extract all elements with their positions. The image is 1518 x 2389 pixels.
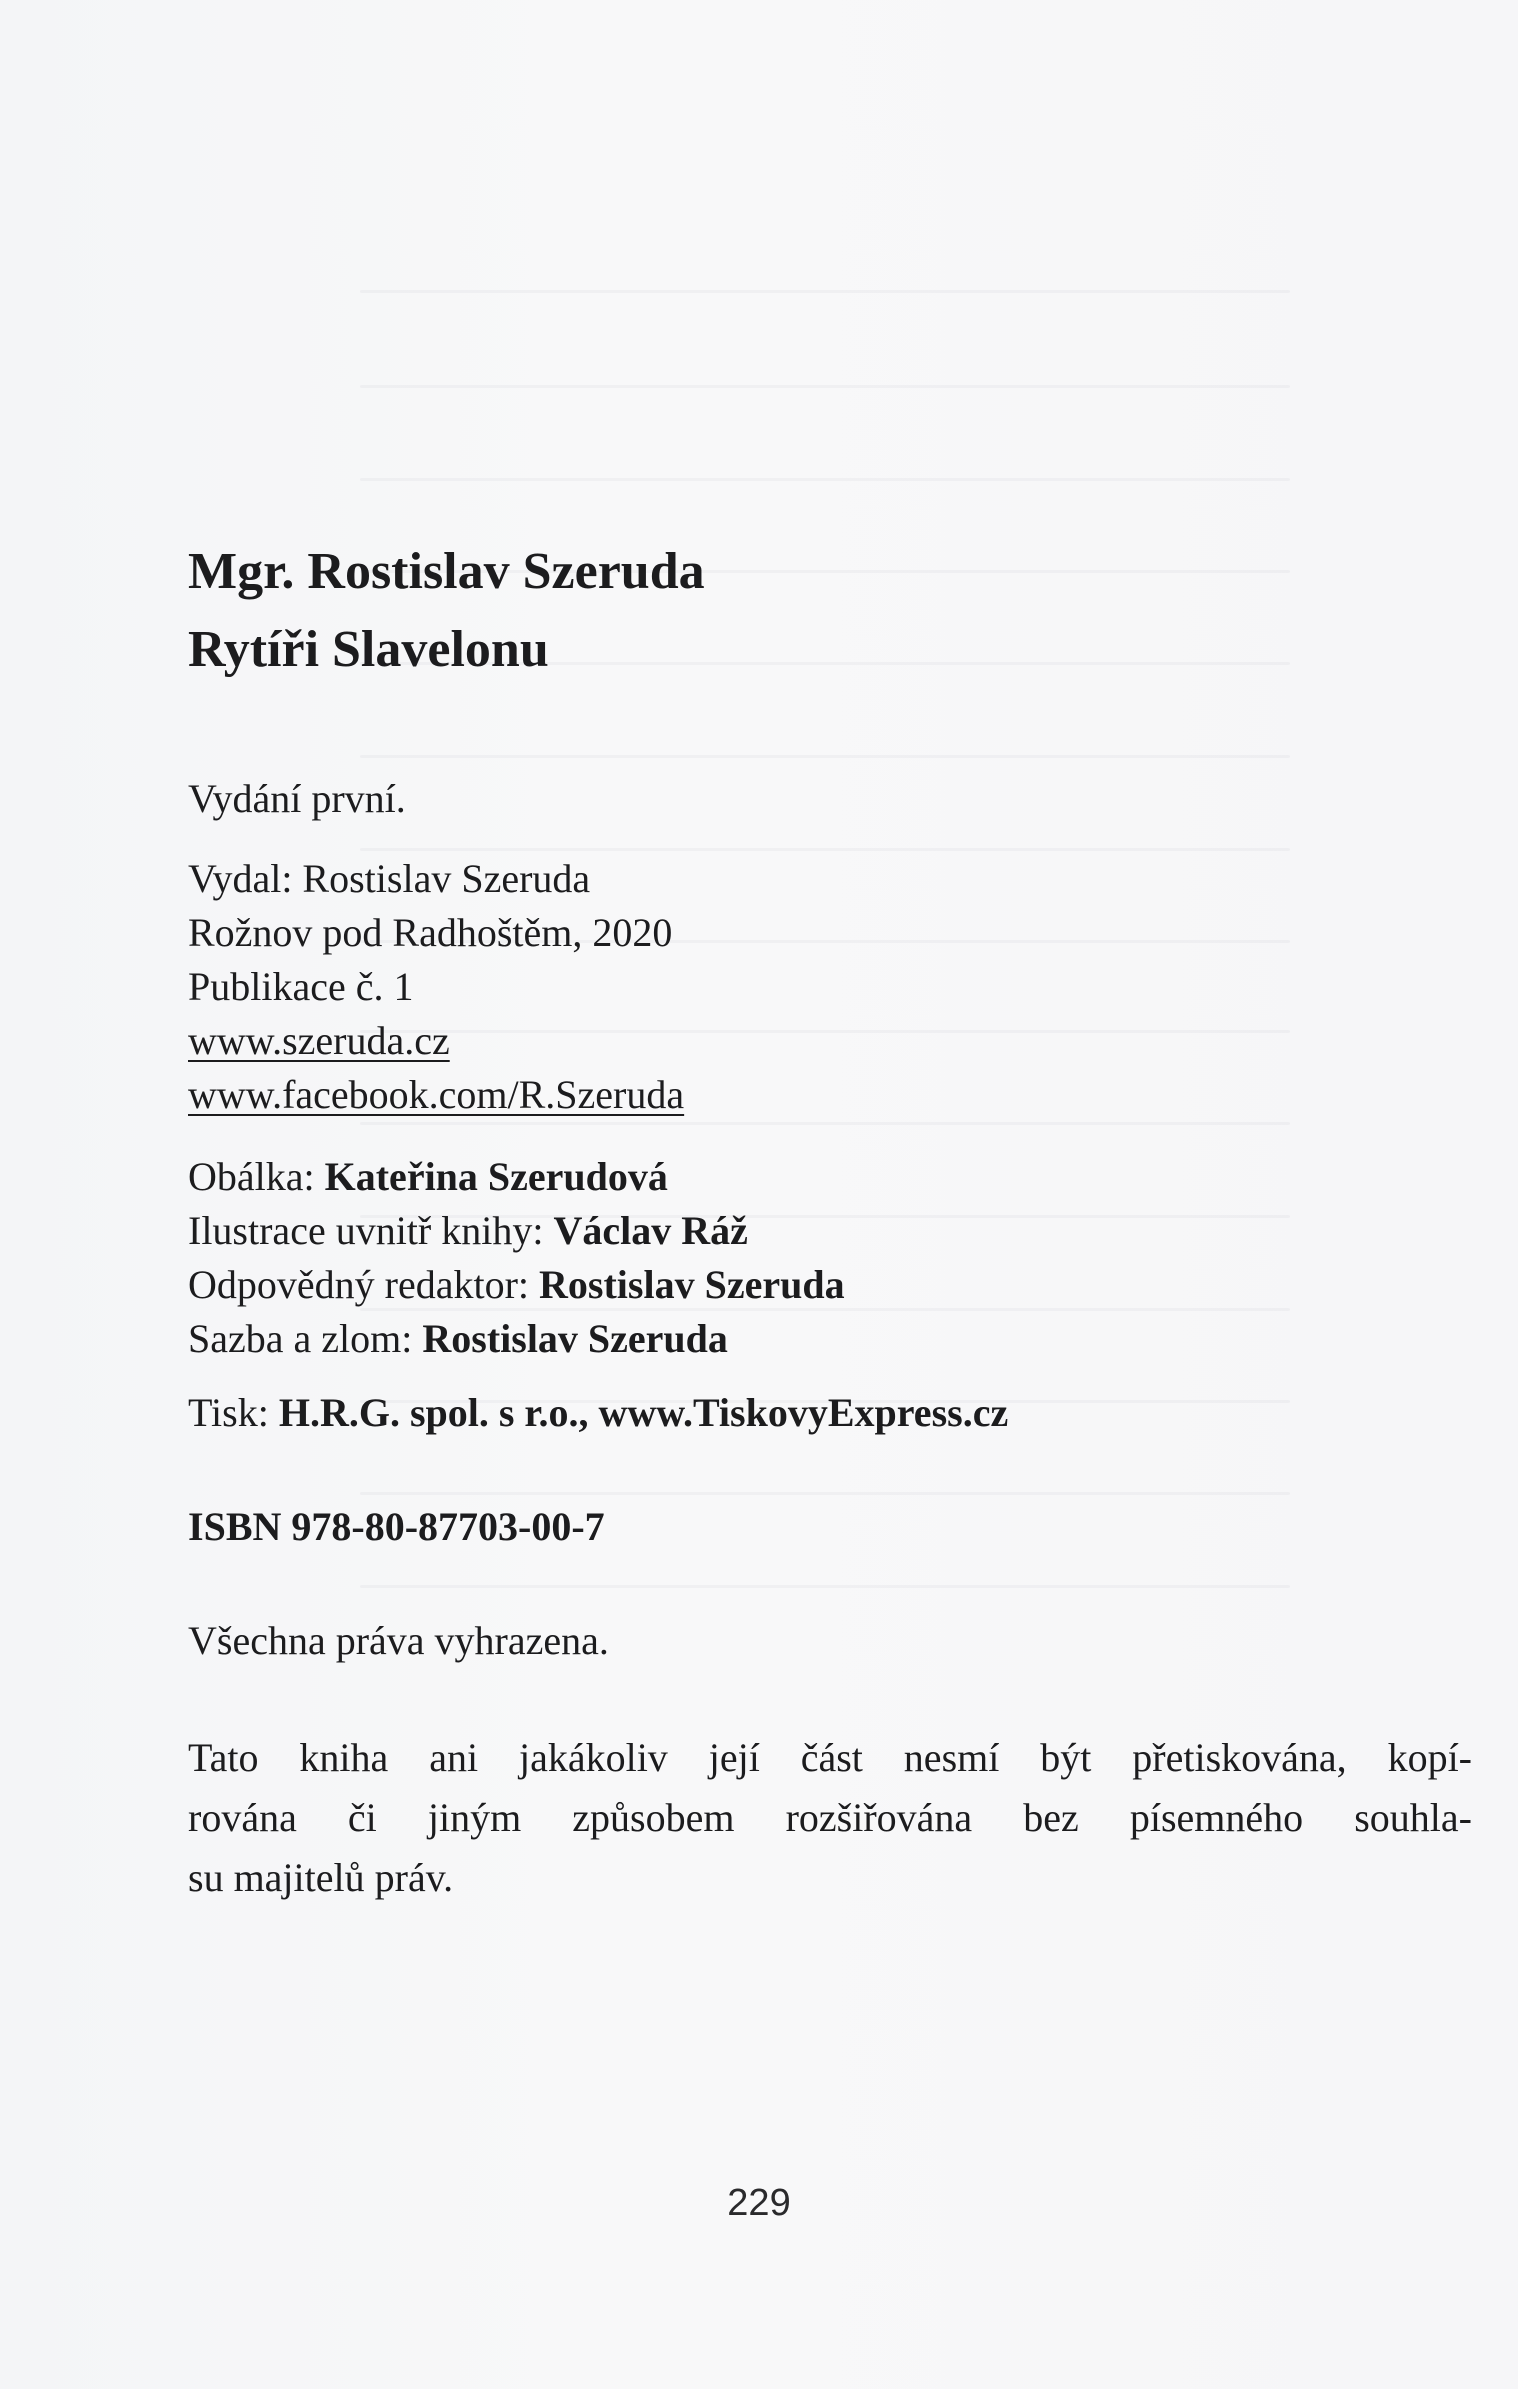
facebook-link: www.facebook.com/R.Szeruda bbox=[188, 1072, 685, 1117]
credit-editor bbox=[188, 1258, 1488, 1312]
book-title: Rytíři Slavelonu bbox=[188, 621, 549, 678]
place-year: Rožnov pod Radhoštěm, 2020 bbox=[188, 910, 673, 955]
rights-reserved: Všechna práva vyhrazena. bbox=[188, 1618, 609, 1663]
credit-value: Rostislav Szeruda bbox=[422, 1316, 728, 1361]
copyright-line: rována či jiným způsobem rozšiřována bez písemného souhla- bbox=[188, 1795, 1472, 1840]
credit-label: Tisk: bbox=[188, 1390, 279, 1435]
credit-value: H.R.G. spol. s r.o., www.TiskovyExpress.cz bbox=[278, 1390, 1009, 1435]
isbn: ISBN 978-80-87703-00-7 bbox=[188, 1504, 605, 1549]
copyright-line: Tato kniha ani jakákoliv její část nesmí být přetiskována, kopí- bbox=[188, 1735, 1472, 1780]
credit-value: Kateřina Szerudová bbox=[324, 1154, 668, 1199]
credit-label: Odpovědný redaktor: bbox=[188, 1262, 540, 1307]
show-through-mark bbox=[360, 478, 1290, 481]
copyright-notice bbox=[188, 1728, 1472, 1908]
credit-cover bbox=[188, 1150, 1488, 1204]
copyright-line: su majitelů práv. bbox=[188, 1855, 454, 1900]
credits-list bbox=[188, 1150, 1488, 1440]
credit-label: Ilustrace uvnitř knihy: bbox=[188, 1208, 554, 1253]
credit-label: Obálka: bbox=[188, 1154, 325, 1199]
publication-number: Publikace č. 1 bbox=[188, 964, 414, 1009]
credit-value: Rostislav Szeruda bbox=[539, 1262, 845, 1307]
credit-label: Sazba a zlom: bbox=[188, 1316, 423, 1361]
publisher-line: Vydal: Rostislav Szeruda bbox=[188, 856, 591, 901]
credit-print bbox=[188, 1386, 1488, 1440]
show-through-mark bbox=[360, 385, 1290, 388]
publisher-block bbox=[188, 852, 1488, 1122]
show-through-mark bbox=[360, 290, 1290, 293]
imprint-block bbox=[188, 540, 1488, 1908]
author-name: Mgr. Rostislav Szeruda bbox=[188, 543, 705, 600]
credit-value: Václav Ráž bbox=[553, 1208, 748, 1253]
credit-typesetting bbox=[188, 1312, 1488, 1366]
edition-note: Vydání první. bbox=[188, 776, 406, 821]
page-number: 229 bbox=[727, 2182, 791, 2224]
credit-illustration bbox=[188, 1204, 1488, 1258]
website-link: www.szeruda.cz bbox=[188, 1018, 450, 1063]
